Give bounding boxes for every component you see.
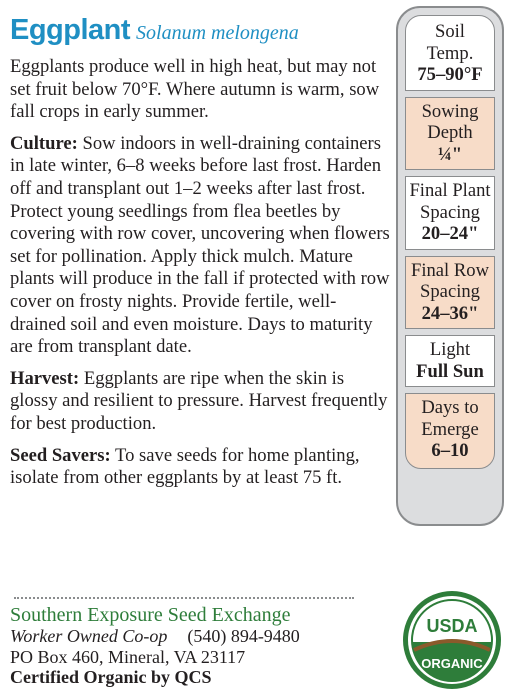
title-row [10, 14, 390, 47]
footer [10, 604, 380, 688]
phone-number: (540) 894-9480 [187, 626, 300, 646]
soil-temp-value: 75–90°F [417, 64, 483, 85]
culture-label: Culture: [10, 132, 78, 154]
seed-savers-text: To save seeds for home planting, isolate from other eggplants by at least 75 ft. [10, 444, 360, 489]
soil-temp-cell [405, 15, 495, 91]
sowing-depth-label-2: Depth [427, 122, 473, 143]
row-spacing-value: 24–36" [421, 302, 479, 324]
plant-spacing-label-2: Spacing [420, 201, 480, 223]
contact-line [10, 626, 380, 647]
intro-paragraph: Eggplants produce well in high heat, but may not set fruit below 70°F. Where autumn is warm, sow fall crops in early summer. [10, 56, 380, 123]
culture-text: Sow indoors in well-draining containers in late winter, 6–8 weeks before last frost. Harden off and transplant out 1–2 weeks after last frost. Protect young seedlings from flea beetles by covering with row cover, uncovering when flowers set for pollination. Apply thick mulch. Mature plants will produce in the fall if protected with row cover on frosty nights. Provide fertile, well-drained soil and even moisture. Days to maturity are from transplant date. [10, 132, 390, 358]
description-body [10, 56, 390, 499]
row-spacing-cell [405, 256, 495, 330]
harvest-paragraph [10, 368, 390, 436]
harvest-label: Harvest: [10, 367, 80, 389]
light-value: Full Sun [416, 360, 484, 382]
coop-label: Worker Owned Co-op [10, 626, 168, 646]
row-spacing-label-1: Final Row [411, 259, 489, 281]
seal-bottom-text: ORGANIC [421, 656, 483, 671]
growing-info-panel [396, 6, 504, 526]
culture-paragraph [10, 133, 390, 359]
days-emerge-label-1: Days to [421, 397, 479, 418]
seal-top-text: USDA [426, 616, 478, 636]
dotted-divider [14, 597, 354, 599]
seed-savers-label: Seed Savers: [10, 444, 111, 466]
sowing-depth-label-1: Sowing [421, 100, 479, 122]
latin-name: Solanum melongena [136, 22, 299, 44]
usda-organic-seal-icon [402, 590, 502, 690]
soil-temp-label-1: Soil [435, 21, 465, 42]
light-label: Light [429, 339, 471, 360]
days-emerge-value: 6–10 [431, 440, 469, 461]
row-spacing-label-2: Spacing [420, 281, 480, 302]
light-cell [405, 335, 495, 387]
mailing-address: PO Box 460, Mineral, VA 23117 [10, 646, 246, 667]
days-emerge-cell [405, 393, 495, 469]
plant-spacing-value: 20–24" [421, 223, 479, 244]
plant-name: Eggplant [10, 14, 131, 46]
days-emerge-label-2: Emerge [421, 418, 479, 440]
plant-spacing-label-1: Final Plant [409, 180, 491, 201]
company-name: Southern Exposure Seed Exchange [10, 604, 291, 626]
certification-line: Certified Organic by QCS [10, 667, 212, 687]
harvest-text: Eggplants are ripe when the skin is glossy and resilient to pressure. Harvest frequently for best production. [10, 367, 388, 434]
soil-temp-label-2: Temp. [426, 42, 474, 64]
seed-savers-paragraph [10, 445, 390, 490]
plant-spacing-cell [405, 176, 495, 250]
sowing-depth-value: ¼" [437, 143, 463, 165]
sowing-depth-cell [405, 97, 495, 171]
